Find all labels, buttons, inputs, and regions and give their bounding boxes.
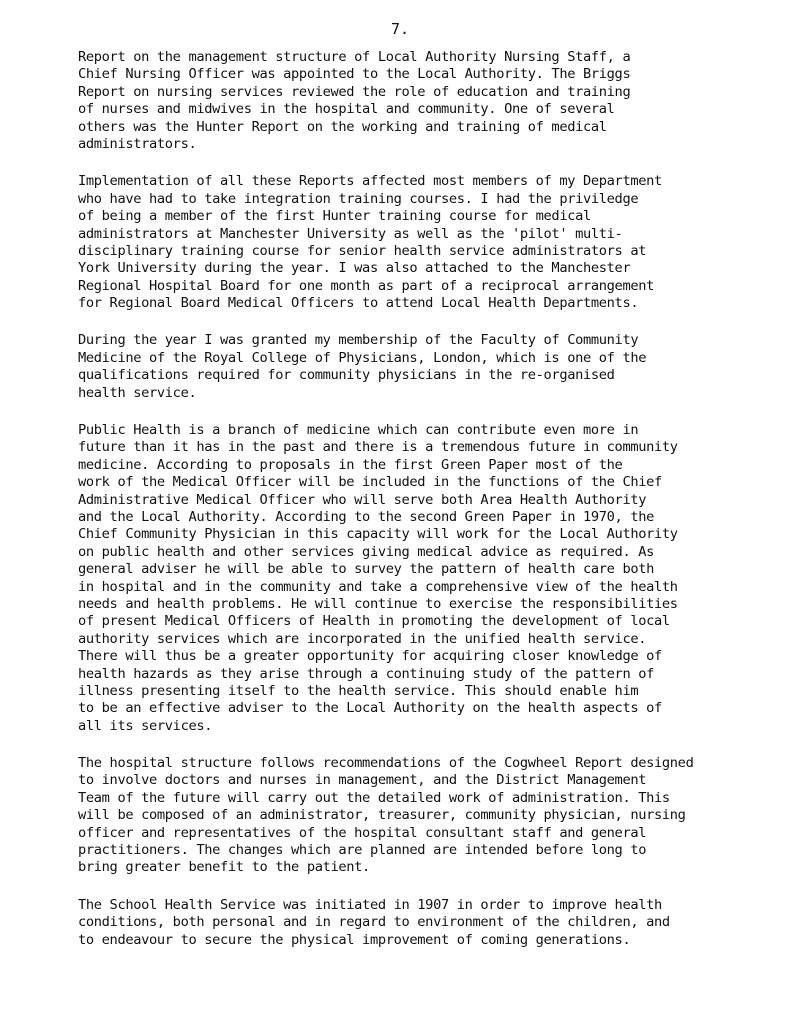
text-line: to involve doctors and nurses in management, and the District Management xyxy=(78,772,647,789)
paragraph-4 xyxy=(78,422,778,735)
text-line: all its services. xyxy=(78,717,213,734)
text-line: During the year I was granted my membership of the Faculty of Community xyxy=(78,332,639,349)
text-line: of being a member of the first Hunter training course for medical xyxy=(78,208,591,225)
text-line: officer and representatives of the hospital consultant staff and general xyxy=(78,824,647,841)
text-line: illness presenting itself to the health service. This should enable him xyxy=(78,682,639,699)
text-line: practitioners. The changes which are planned are intended before long to xyxy=(78,842,647,859)
text-line: future than it has in the past and there is a tremendous future in community xyxy=(78,439,678,456)
text-line: who have had to take integration training courses. I had the priviledge xyxy=(78,190,639,207)
text-line: Medicine of the Royal College of Physicians, London, which is one of the xyxy=(78,349,647,366)
text-line: bring greater benefit to the patient. xyxy=(78,859,370,876)
text-line: on public health and other services giving medical advice as required. As xyxy=(78,543,655,560)
text-line: of present Medical Officers of Health in promoting the development of local xyxy=(78,613,670,630)
page-number: 7. xyxy=(390,20,410,38)
paragraph-6 xyxy=(78,897,778,949)
paragraph-2 xyxy=(78,173,778,312)
text-line: The hospital structure follows recommendations of the Cogwheel Report designed xyxy=(78,755,694,772)
text-line: needs and health problems. He will continue to exercise the responsibilities xyxy=(78,595,678,612)
text-line: for Regional Board Medical Officers to attend Local Health Departments. xyxy=(78,295,639,312)
text-line: authority services which are incorporated in the unified health service. xyxy=(78,630,647,647)
text-line: medicine. According to proposals in the first Green Paper most of the xyxy=(78,456,623,473)
body-text xyxy=(78,49,778,969)
text-line: of nurses and midwives in the hospital and community. One of several xyxy=(78,101,615,118)
text-line: health hazards as they arise through a continuing study of the pattern of xyxy=(78,665,655,682)
text-line: to be an effective adviser to the Local Authority on the health aspects of xyxy=(78,700,662,717)
text-line: There will thus be a greater opportunity for acquiring closer knowledge of xyxy=(78,648,662,665)
text-line: Team of the future will carry out the detailed work of administration. This xyxy=(78,789,670,806)
text-line: in hospital and in the community and take a comprehensive view of the health xyxy=(78,578,678,595)
text-line: Public Health is a branch of medicine which can contribute even more in xyxy=(78,422,639,439)
paragraph-1 xyxy=(78,49,778,153)
text-line: general adviser he will be able to survey the pattern of health care both xyxy=(78,561,655,578)
text-line: Report on the management structure of Local Authority Nursing Staff, a xyxy=(78,49,631,65)
text-line: Regional Hospital Board for one month as part of a reciprocal arrangement xyxy=(78,277,655,294)
text-line: York University during the year. I was also attached to the Manchester xyxy=(78,260,631,277)
paragraph-3 xyxy=(78,332,778,402)
text-line: and the Local Authority. According to the second Green Paper in 1970, the xyxy=(78,508,655,525)
text-line: Report on nursing services reviewed the role of education and training xyxy=(78,83,631,100)
text-line: health service. xyxy=(78,384,197,401)
text-line: qualifications required for community physicians in the re-organised xyxy=(78,367,615,384)
text-line: administrators. xyxy=(78,135,197,152)
text-line: Implementation of all these Reports affected most members of my Department xyxy=(78,173,662,190)
text-line: will be composed of an administrator, treasurer, community physician, nursing xyxy=(78,807,686,824)
text-line: The School Health Service was initiated in 1907 in order to improve health xyxy=(78,896,662,913)
text-line: others was the Hunter Report on the working and training of medical xyxy=(78,118,607,135)
text-line: Administrative Medical Officer who will serve both Area Health Authority xyxy=(78,491,647,508)
text-line: work of the Medical Officer will be included in the functions of the Chief xyxy=(78,474,662,491)
text-line: administrators at Manchester University as well as the 'pilot' multi- xyxy=(78,225,623,242)
text-line: Chief Community Physician in this capacity will work for the Local Authority xyxy=(78,526,678,543)
text-line: Chief Nursing Officer was appointed to the Local Authority. The Briggs xyxy=(78,66,631,83)
text-line: disciplinary training course for senior health service administrators at xyxy=(78,242,647,259)
text-line: to endeavour to secure the physical improvement of coming generations. xyxy=(78,931,631,948)
paragraph-5 xyxy=(78,755,778,877)
text-line: conditions, both personal and in regard to environment of the children, and xyxy=(78,914,670,931)
